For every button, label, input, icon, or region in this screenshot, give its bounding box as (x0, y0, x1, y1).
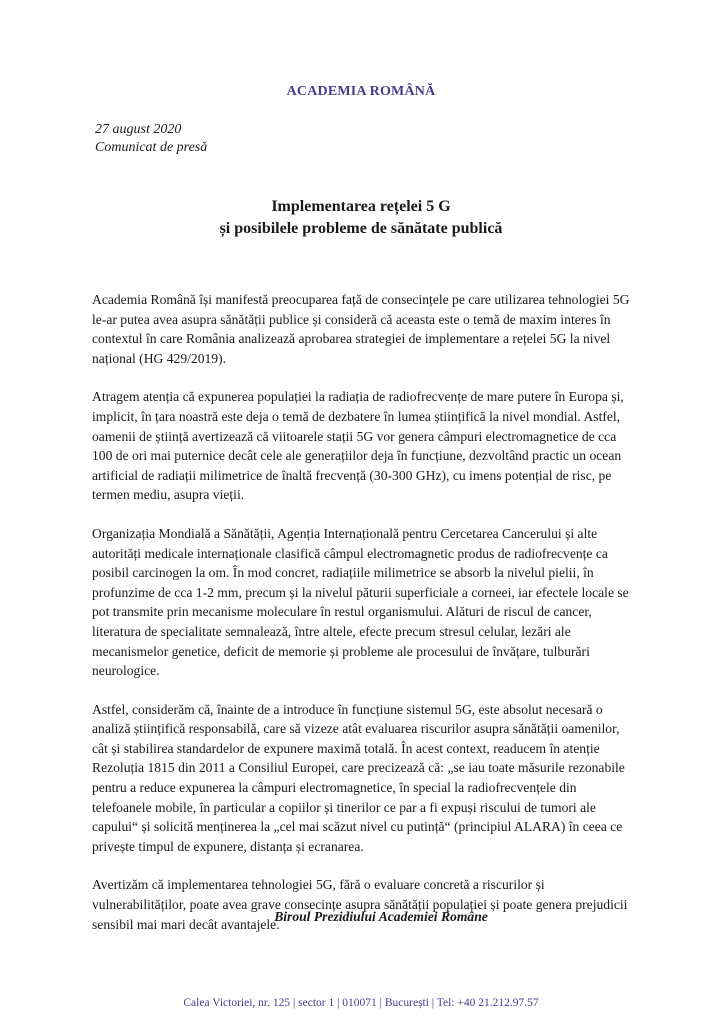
paragraph-5: Avertizăm că implementarea tehnologiei 5G, fără o evaluare concretă a riscurilor și vulnerabilităților, poate avea grave consecințe asupra sănătății populației și poate genera prejudicii sensibil mai mari decât avantajele. (92, 877, 628, 932)
body-text (92, 290, 632, 953)
institution-header: ACADEMIA ROMÂNĂ (286, 84, 436, 99)
release-type: Comunicat de presă (95, 140, 208, 155)
signature: Biroul Prezidiului Academiei Române (274, 909, 488, 924)
title-line-2: și posibilele probleme de sănătate publică (219, 220, 503, 237)
title-line-1: Implementarea rețelei 5 G (271, 198, 451, 215)
document-title (0, 196, 722, 240)
release-meta (95, 121, 207, 157)
paragraph-1: Academia Română își manifestă preocuparea față de consecințele pe care utilizarea tehnologiei 5G le-ar putea avea asupra sănătății publice și consideră că aceasta este o temă de maxim interes în contextul în care România analizează aprobarea strategiei de implementare a rețelei 5G la nivel național (HG 429/2019). (92, 292, 630, 366)
paragraph-4: Astfel, considerăm că, înainte de a introduce în funcțiune sistemul 5G, este absolut necesară o analiză științifică responsabilă, care să vizeze atât evaluarea riscurilor asupra sănătății oamenilor, cât și stabilirea standardelor de expunere maximă totală. În acest context, readucem în atenție Rezoluția 1815 din 2011 a Consiliul Europei, care precizează că: „se iau toate măsurile rezonabile pentru a reduce expunerea la câmpuri electromagnetice, în special la radiofrecvențele din telefoanele mobile, în particular a copiilor și tinerilor ce par a fi expuși riscului de tumori ale capului“ și solicită menținerea la „cel mai scăzut nivel cu putință“ (principiul ALARA) în ceea ce privește timpul de expunere, distanța și ecranarea. (92, 701, 625, 854)
paragraph-3: Organizația Mondială a Sănătății, Agenția Internațională pentru Cercetarea Cancerului și alte autorități medicale internaționale clasifică câmpul electromagnetic produs de radiofrecvențe ca posibil carcinogen la om. În mod concret, radiațiile milimetrice se absorb la nivelul pielii, în profunzime de cca 1-2 mm, precum și la nivelul păturii superficiale a corneei, iar efectele locale se pot transmite prin mecanisme moleculare în restul organismului. Alături de riscul de cancer, literatura de specialitate semnalează, între altele, efecte precum stresul celular, lezări ale mecanismelor genetice, deficit de memorie și probleme ale procesului de învățare, tulburări neurologice. (92, 525, 629, 679)
footer-contact: Calea Victoriei, nr. 125 | sector 1 | 010071 | București | Tel: +40 21.212.97.57 (183, 997, 539, 1009)
paragraph-2: Atragem atenția că expunerea populației la radiația de radiofrecvențe de mare putere în Europa și, implicit, în țara noastră este deja o temă de dezbatere în lumea științifică la nivel mondial. Astfel, oamenii de știință avertizează că viitoarele stații 5G vor genera câmpuri electromagnetice de cca 100 de ori mai puternice decât cele ale generațiilor deja în funcțiune, dezvoltând practic un ocean artificial de radiații milimetrice de înaltă frecvență (30-300 GHz), cu imens potențial de risc, pe termen mediu, asupra vieții. (92, 389, 624, 503)
release-date: 27 august 2020 (95, 122, 182, 137)
